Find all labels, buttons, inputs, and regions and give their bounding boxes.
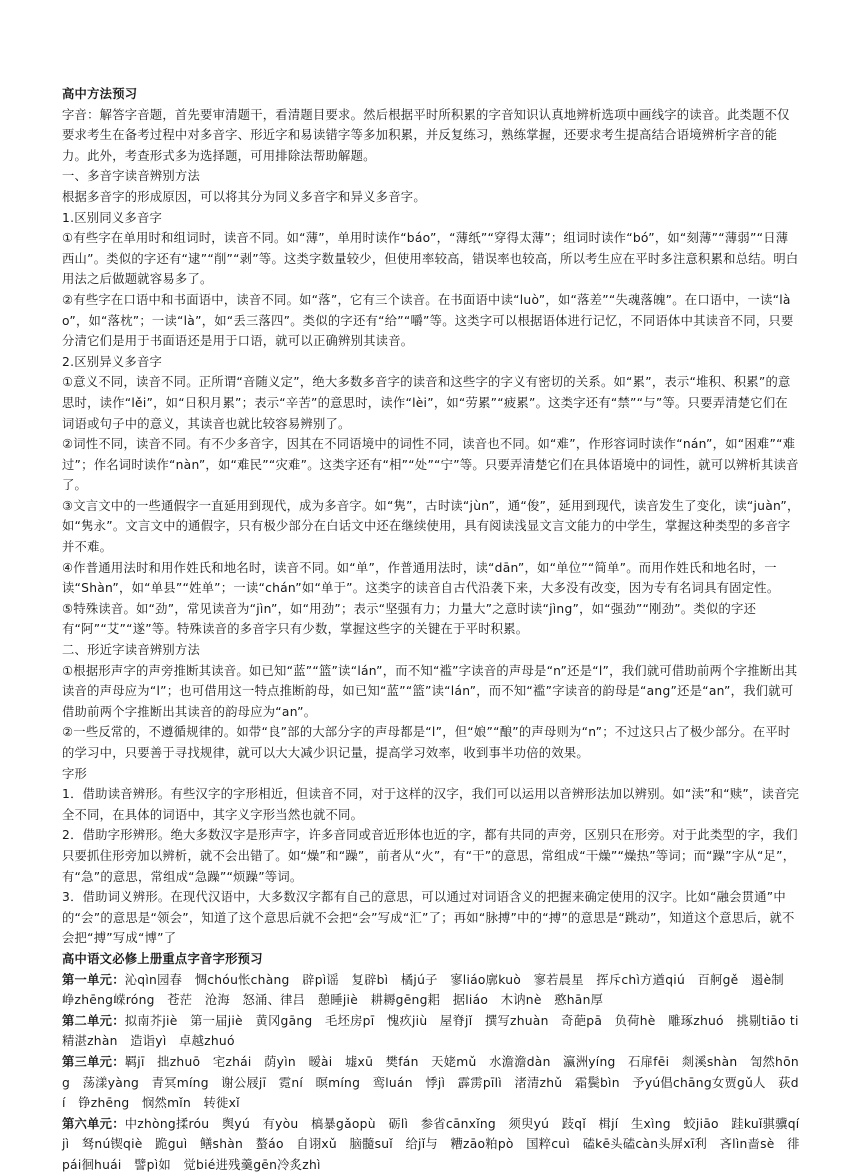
- unit-text: 拟南芥jiè 第一届jiè 黄冈gāng 毛坯房pī 愧疚jiù 屋脊jǐ 撰写zhuàn 奇葩pā 负荷hè 雕琢zhuó 挑剔tiāo ti 精湛zhàn 造诣yì 卓越zhuó: [62, 1013, 812, 1049]
- unit-entry: [62, 1011, 812, 1052]
- subsection-heading: 2.区别异义多音字: [62, 354, 163, 369]
- paragraph: ①意义不同，读音不同。正所谓“音随义定”，绝大多数多音字的读音和这些字的字义有密切的关系。如“累”，表示“堆积、积累”的意思时，读作“lěi”，如“日积月累”；表示“辛苦”的意思时，读作“lèi”，如“劳累”“疲累”。这类字还有“禁”“与”等。只要弄清楚它们在词语或句子中的意义，其读音也就比较容易辨别了。: [62, 375, 791, 431]
- subsection-heading: 1.区别同义多音字: [62, 210, 163, 225]
- unit-label: 第六单元：: [62, 1116, 125, 1131]
- paragraph: ③文言文中的一些通假字一直延用到现代，成为多音字。如“隽”，古时读“jùn”，通“俊”，延用到现代，读音发生了变化，读“juàn”，如“隽永”。文言文中的通假字，只有极少部分在白话文中还在继续使用，具有阅读浅显文言文能力的中学生，掌握这种类型的多音字并不难。: [62, 498, 800, 555]
- paragraph: ①根据形声字的声旁推断其读音。如已知“蓝”“篮”读“lán”，而不知“褴”字读音的声母是“n”还是“l”，我们就可借助前两个字推断出其读音的声母应为“l”；也可借用这一特点推断韵母，如已知“蓝”“篮”读“lán”，而不知“褴”字读音的韵母是“ang”还是“an”，我们就可借助前两个字推断出其读音的韵母应为“an”。: [62, 663, 798, 719]
- paragraph: ①有些字在单用时和组词时，读音不同。如“薄”，单用时读作“báo”，“薄纸”“穿得太薄”；组词时读作“bó”，如“刻薄”“薄弱”“日薄西山”。类似的字还有“逮”“削”“剥”等。这类字数量较少，但使用率较高，错误率也较高，所以考生应在平时多注意积累和总结。明白用法之后做题就容易多了。: [62, 231, 799, 287]
- unit-entry: [62, 1052, 800, 1114]
- intro-paragraph: 字音：解答字音题，首先要审清题干，看清题目要求。然后根据平时所积累的字音知识认真地辨析选项中画线字的读音。此类题不仅要求考生在备考过程中对多音字、形近字和易读错字等多加积累，并反复练习，熟练掌握，还要求考生提高结合语境辨析字音的能力。此外，考查形式多为选择题，可用排除法帮助解题。: [62, 107, 790, 163]
- paragraph: ②有些字在口语中和书面语中，读音不同。如“落”，它有三个读音。在书面语中读“luò”，如“落差”“失魂落魄”。在口语中，一读“lào”，如“落枕”；一读“là”，如“丢三落四”。类似的字还有“给”“嚼”等。这类字可以根据语体进行记忆，不同语体中其读音不同，只要分清它们是用于书面语还是用于口语，就可以正确辨别其读音。: [62, 292, 794, 349]
- unit-text: 羁jī 拙zhuō 宅zhái 荫yìn 暧ài 墟xū 樊fán 天姥mǔ 水澹澹dàn 瀛洲yíng 石扉fēi 剡溪shàn 訇然hōng 荡漾yàng 青冥míng 谢公屐jī 霓ní 暝míng 鸾luán 悸jì 霹雳pīlì 渚清zhǔ 霜鬓bìn 予yú倡chāng女贾gǔ人 荻dí 铮zhēng 悯然mǐn 转徙xǐ: [62, 1054, 799, 1111]
- list-heading: 高中语文必修上册重点字音字形预习: [62, 951, 263, 966]
- unit-label: 第三单元：: [62, 1054, 125, 1069]
- unit-text: 中zhòng揉róu 舆yú 有yòu 槁暴gǎopù 砺lì 参省cānxǐng 须臾yú 跂qǐ 楫jí 生xìng 蛟jiāo 跬kuǐ骐骥qíjì 驽nú锲qiè 跪guì 鳝shàn 螯áo 自诩xǔ 脑髓suǐ 给jǐ与 糟zāo粕pò 国粹cuì 磕kē头磕càn头屏xī利 吝lìn啬sè 徘pái徊huái 譬pì如 觉bié进残羹gēn冷炙zhì: [62, 1116, 800, 1172]
- unit-label: 第二单元：: [62, 1013, 125, 1028]
- section-heading: 二、形近字读音辨别方法: [62, 643, 201, 658]
- paragraph: ②一些反常的，不遵循规律的。如带“良”部的大部分字的声母都是“l”，但“娘”“酿”的声母则为“n”；不过这只占了极少部分。在平时的学习中，只要善于寻找规律，就可以大大减少识记量，提高学习效率，收到事半功倍的效果。: [62, 725, 791, 760]
- unit-entry: [62, 970, 800, 1011]
- page-title: 高中方法预习: [62, 87, 138, 101]
- paragraph: ②词性不同，读音不同。有不少多音字，因其在不同语境中的词性不同，读音也不同。如“难”，作形容词时读作“nán”，如“困难”“难过”；作名词时读作“nàn”，如“难民”“灾难”。这类字还有“相”“处”“宁”等。只要弄清楚它们在具体语境中的词性，就可以辨析其读音了。: [62, 437, 799, 493]
- paragraph: ⑤特殊读音。如“劲”，常见读音为“jìn”，如“用劲”；表示“坚强有力；力量大”之意时读“jìng”，如“强劲”“刚劲”。类似的字还有“阿”“艾”“遂”等。特殊读音的多音字只有少数，掌握这些字的关键在于平时积累。: [62, 601, 757, 637]
- section-heading: 字形: [62, 766, 88, 781]
- unit-text: 沁qìn园春 惆chóu怅chàng 辟pì谣 复辟bì 橘jú子 寥liáo廓kuò 寥若晨星 挥斥chì方遒qiú 百舸gě 遏è制 峥zhēng嵘róng 苍茫 沧海 怒涌、律吕 憩睡jiè 耕耨gēng耜 据liáo 木讷nè 憨hān厚: [62, 972, 797, 1008]
- unit-label: 第一单元：: [62, 972, 125, 987]
- paragraph: 3．借助词义辨形。在现代汉语中，大多数汉字都有自己的意思，可以通过对词语含义的把握来确定使用的汉字。比如“融会贯通”中的“会”的意思是“领会”，知道了这个意思后就不会把“会”写成“汇”了；再如“脉搏”中的“搏”的意思是“跳动”，知道这个意思后，就不会把“搏”写成“博”了: [62, 890, 795, 946]
- unit-entry: [62, 1114, 800, 1175]
- section-heading: 一、多音字读音辨别方法: [62, 169, 201, 184]
- paragraph: 2．借助字形辨形。绝大多数汉字是形声字，许多音同或音近形体也近的字，都有共同的声旁，区别只在形旁。对于此类型的字，我们只要抓住形旁加以辨析，就不会出错了。如“燥”和“躁”，前者从“火”，有“干”的意思，常组成“干燥”“燥热”等词；而“躁”字从“足”，有“急”的意思，常组成“急躁”“烦躁”等词。: [62, 828, 798, 884]
- paragraph: ④作普通用法时和用作姓氏和地名时，读音不同。如“单”，作普通用法时，读“dān”，如“单位”“简单”。而用作姓氏和地名时，一读“Shàn”，如“单县”“姓单”；一读“chán”如“单于”。这类字的读音自古代沿袭下来，大多没有改变，因为专有名词具有固定性。: [62, 560, 780, 596]
- paragraph: 1．借助读音辨形。有些汉字的字形相近，但读音不同，对于这样的汉字，我们可以运用以音辨形法加以辨别。如“渎”和“赎”，读音完全不同，在具体的词语中，其字义字形当然也就不同。: [62, 787, 800, 822]
- section-intro: 根据多音字的形成原因，可以将其分为同义多音字和异义多音字。: [62, 189, 426, 204]
